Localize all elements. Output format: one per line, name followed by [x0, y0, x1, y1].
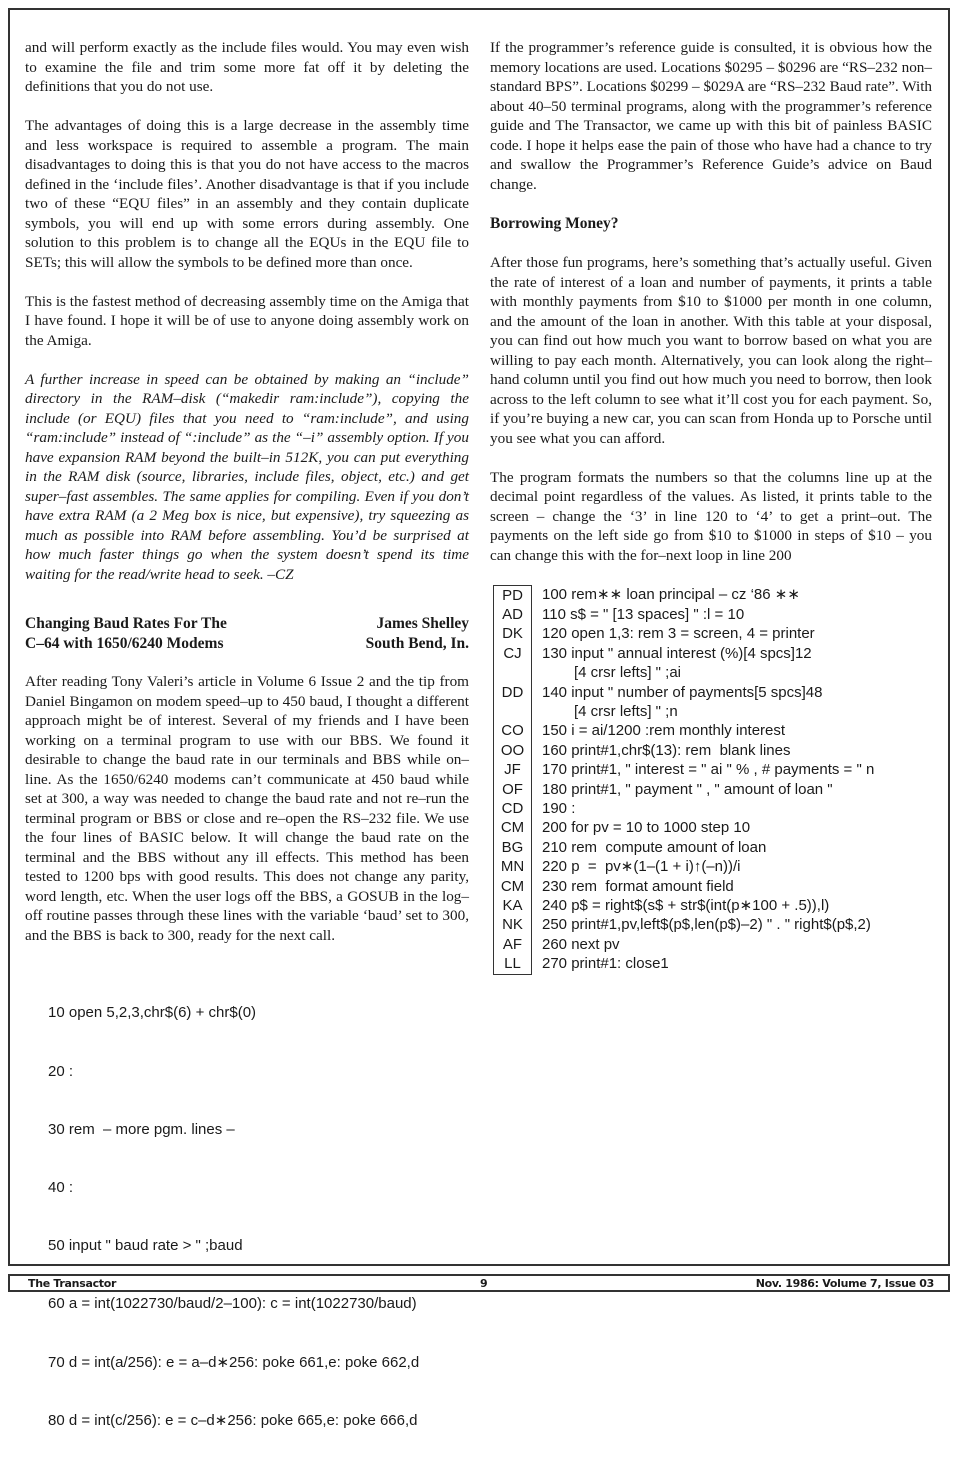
code-text: 150 i = ai/1200 :rem monthly interest — [542, 722, 785, 739]
checksum: OF — [494, 780, 532, 799]
listing-row — [494, 896, 875, 915]
baud-code-listing — [48, 965, 469, 1469]
code-text: 260 next pv — [542, 936, 620, 953]
listing-row — [494, 818, 875, 837]
listing-row — [494, 644, 875, 683]
code-text: 190 : — [542, 800, 575, 817]
code-line — [532, 896, 875, 915]
code-text: 210 rem compute amount of loan — [542, 839, 766, 856]
code-continuation: [4 crsr lefts] " ;n — [542, 702, 874, 721]
code-text: 100 rem∗∗ loan principal – cz ‘86 ∗∗ — [542, 586, 800, 603]
code-text: 220 p = pv∗(1–(1 + i)↑(–n))/i — [542, 858, 741, 875]
right-column — [490, 38, 932, 975]
editor-note: A further increase in speed can be obtained by making an “include” directory in the RAM–disk (“makedir ram:include”), copying the include (or EQU) files that you need to “ram:include”, and using “ram:include” instead of “:include” as the “–i” assembly option. If you have expansion RAM beyond the built–in 512K, you can put everything in the RAM disk (source, libraries, include files, object, etc.) and get super–fast assembles. The same applies for compiling. Even if you don’t have extra RAM (a 2 Meg box is nice, but expensive), try squeezing as much as possible into RAM before assembling. You’d be surprised at how much faster things go when the system doesn’t spend its time waiting for the read/write head to seek. –CZ — [25, 370, 469, 585]
code-line — [532, 605, 875, 624]
code-line — [532, 799, 875, 818]
listing-row — [494, 585, 875, 605]
code-line — [532, 644, 875, 683]
code-line: 40 : — [48, 1178, 469, 1197]
code-line: 20 : — [48, 1062, 469, 1081]
article-header — [25, 614, 469, 654]
page-number: 9 — [480, 1277, 487, 1290]
page-footer — [8, 1274, 950, 1292]
paragraph: This is the fastest method of decreasing assembly time on the Amiga that I have found. I hope it will be of use to anyone doing assembly work on the Amiga. — [25, 292, 469, 351]
article-title — [25, 614, 227, 654]
listing-row — [494, 877, 875, 896]
code-text: 200 for pv = 10 to 1000 step 10 — [542, 819, 750, 836]
code-line — [532, 877, 875, 896]
code-line: 30 rem – more pgm. lines – — [48, 1120, 469, 1139]
checksum: AF — [494, 935, 532, 954]
code-line — [532, 838, 875, 857]
code-line — [532, 683, 875, 722]
loan-program-listing — [493, 585, 932, 975]
listing-table — [493, 585, 875, 975]
code-line — [532, 780, 875, 799]
code-line — [532, 954, 875, 974]
checksum: NK — [494, 915, 532, 934]
code-line — [532, 915, 875, 934]
code-line — [532, 624, 875, 643]
checksum: LL — [494, 954, 532, 974]
article-byline — [366, 614, 469, 654]
checksum: AD — [494, 605, 532, 624]
checksum: OO — [494, 741, 532, 760]
code-line — [532, 585, 875, 605]
paragraph: After those fun programs, here’s something that’s actually useful. Given the rate of interest of a loan and number of payments, it prints a table with monthly payments from $10 to $1000 per month in one column, and the amount of the loan in another. With this table at your disposal, you can find out how much you want to borrow based on what you are willing to pay each month. Alternatively, you can look along the right–hand column until you find out how much you need to borrow, then look across to the left column to see what it’ll cost you for each payment. So, if you’re buying a new car, you can scan from Honda up to Porsche until you see what you can afford. — [490, 253, 932, 448]
checksum: CM — [494, 818, 532, 837]
listing-row — [494, 838, 875, 857]
listing-row — [494, 799, 875, 818]
article-title-line: Changing Baud Rates For The — [25, 614, 227, 634]
listing-row — [494, 780, 875, 799]
checksum: DK — [494, 624, 532, 643]
code-continuation: [4 crsr lefts] " ;ai — [542, 663, 874, 682]
checksum: CD — [494, 799, 532, 818]
code-text: 160 print#1,chr$(13): rem blank lines — [542, 742, 790, 759]
paragraph: If the programmer’s reference guide is consulted, it is obvious how the memory locations are used. Locations $0295 – $0296 are “RS–232 non–standard BPS”. Locations $0299 – $029A are “RS–232 Baud rate”. With about 40–50 terminal programs, along with the programmer’s reference guide and The Transactor, we came up with this bit of painless BASIC code. I hope it helps ease the pain of those who have had a chance to try and swallow the Programmer’s Reference Guide’s advice on Baud change. — [490, 38, 932, 194]
article-title-line: C–64 with 1650/6240 Modems — [25, 634, 227, 654]
checksum: CO — [494, 721, 532, 740]
listing-row — [494, 915, 875, 934]
listing-row — [494, 721, 875, 740]
magazine-name: The Transactor — [28, 1277, 116, 1290]
code-line — [532, 935, 875, 954]
code-line: 50 input " baud rate > " ;baud — [48, 1236, 469, 1255]
paragraph: The advantages of doing this is a large decrease in the assembly time and less workspace is required to assemble a program. The main disadvantages to doing this is that you do not have access to the macros defined in the ‘include files’. Another disadvantage is that if you include two of these “EQU files” in an assembly and they contain duplicate symbols, you will end up with some errors during assembly. One solution to this problem is to change all the EQUs in the EQU file to SETs; this will allow the symbols to be defined more than once. — [25, 116, 469, 272]
article-body: After reading Tony Valeri’s article in Volume 6 Issue 2 and the tip from Daniel Bingamon on modem speed–up to 450 baud, I thought a different approach might be of interest. Several of my friends and I have been working on a terminal program to use with our BBS. We found it desirable to change the baud rate in our terminals and BBS while on–line. As the 1650/6240 modems can’t communicate at 450 baud while set at 300, a way was needed to change the baud rate and not re–run the terminal program or BBS or close and re–open the RS–232 file. We use the four lines of BASIC below. It will change the baud rate on the terminal and the BBS without any ill effects. This method has been tested to 1200 bps with good results. This does not change any parity, word length, etc. When the user logs off the BBS, a GOSUB in the log–off routine passes through these lines with the variable ‘baud’ set to 300, and the BBS is back to 300, ready for the next call. — [25, 672, 469, 945]
paragraph: and will perform exactly as the include files would. You may even wish to examine the file and trim some more fat off it by deleting the definitions that you do not use. — [25, 38, 469, 97]
checksum: CM — [494, 877, 532, 896]
paragraph: The program formats the numbers so that the columns line up at the decimal point regardless of the values. As listed, it prints table to the screen – change the ‘3’ in line 120 to ‘4’ to get a print–out. The payments on the left side go from $10 to $1000 in steps of $10 – you can change this with the for–next loop in line 200 — [490, 468, 932, 566]
checksum: JF — [494, 760, 532, 779]
listing-row — [494, 741, 875, 760]
listing-row — [494, 857, 875, 876]
code-text: 140 input " number of payments[5 spcs]48 — [542, 684, 823, 701]
article-author: James Shelley — [366, 614, 469, 634]
code-line: 70 d = int(a/256): e = a–d∗256: poke 661,e: poke 662,d — [48, 1353, 469, 1372]
code-line: 80 d = int(c/256): e = c–d∗256: poke 665,e: poke 666,d — [48, 1411, 469, 1430]
code-line: 10 open 5,2,3,chr$(6) + chr$(0) — [48, 1003, 469, 1022]
code-text: 130 input " annual interest (%)[4 spcs]12 — [542, 645, 812, 662]
checksum: BG — [494, 838, 532, 857]
code-text: 230 rem format amount field — [542, 878, 734, 895]
code-text: 250 print#1,pv,left$(p$,len(p$)–2) " . " right$(p$,2) — [542, 916, 871, 933]
listing-row — [494, 683, 875, 722]
checksum: MN — [494, 857, 532, 876]
code-text: 180 print#1, " payment " , " amount of loan " — [542, 781, 833, 798]
listing-row — [494, 605, 875, 624]
code-text: 240 p$ = right$(s$ + str$(int(p∗100 + .5)),l) — [542, 897, 829, 914]
code-text: 110 s$ = " [13 spaces] " :l = 10 — [542, 606, 744, 623]
section-heading: Borrowing Money? — [490, 214, 932, 234]
code-text: 170 print#1, " interest = " ai " % , # payments = " n — [542, 761, 874, 778]
code-line: 60 a = int(1022730/baud/2–100): c = int(1022730/baud) — [48, 1294, 469, 1313]
listing-row — [494, 624, 875, 643]
code-text: 270 print#1: close1 — [542, 955, 669, 972]
code-line — [532, 857, 875, 876]
listing-row — [494, 935, 875, 954]
issue-info: Nov. 1986: Volume 7, Issue 03 — [756, 1277, 934, 1290]
article-location: South Bend, In. — [366, 634, 469, 654]
code-line — [532, 818, 875, 837]
left-column — [25, 38, 469, 1469]
code-line — [532, 721, 875, 740]
listing-row — [494, 760, 875, 779]
code-line — [532, 741, 875, 760]
code-line — [532, 760, 875, 779]
checksum: KA — [494, 896, 532, 915]
code-text: 120 open 1,3: rem 3 = screen, 4 = printer — [542, 625, 815, 642]
checksum: PD — [494, 585, 532, 605]
listing-row — [494, 954, 875, 974]
checksum: CJ — [494, 644, 532, 683]
checksum: DD — [494, 683, 532, 722]
